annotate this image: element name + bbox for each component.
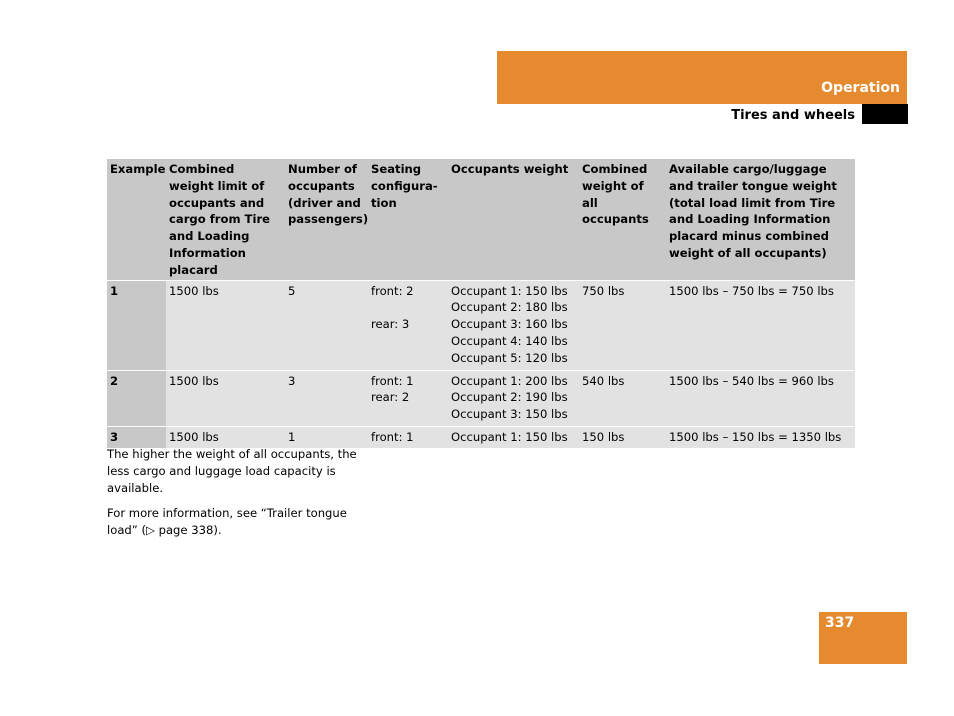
example-cell: 2	[107, 370, 166, 426]
occupant-weight: Occupant 3: 150 lbs	[451, 407, 568, 422]
available-cargo-cell: 1500 lbs – 750 lbs = 750 lbs	[666, 280, 855, 370]
column-header-available-cargo: Available cargo/luggage and trailer tongue weight (total load limit from Tire and Loading Information placard minus combined weight of all occupants)	[666, 159, 855, 280]
occupant-weight: Occupant 2: 180 lbs	[451, 300, 568, 315]
occupant-weight: Occupant 2: 190 lbs	[451, 390, 568, 405]
seating-front: front: 1	[371, 429, 414, 444]
seating-rear: rear: 2	[371, 390, 410, 405]
table-header-row	[107, 159, 855, 280]
example-cell: 3	[107, 426, 166, 448]
table-row	[107, 370, 855, 426]
limit-cell: 1500 lbs	[166, 426, 285, 448]
seating-rear: rear: 3	[371, 317, 410, 332]
occupants-cell: 5	[285, 280, 368, 370]
combined-weight-cell: 540 lbs	[579, 370, 666, 426]
column-header-seating-configuration: Seating configura- tion	[368, 159, 448, 280]
subsection-marker	[862, 104, 908, 124]
occupants-cell: 3	[285, 370, 368, 426]
table-row	[107, 280, 855, 370]
occupant-weight: Occupant 1: 200 lbs	[451, 373, 568, 388]
reference-note-paragraph: For more information, see “Trailer tongue load” (▷ page 338).	[107, 506, 347, 537]
occupant-weights-cell	[448, 370, 579, 426]
occupants-cell: 1	[285, 426, 368, 448]
combined-weight-cell: 750 lbs	[579, 280, 666, 370]
seating-cell	[368, 280, 448, 370]
column-header-example: Example	[107, 159, 166, 280]
section-title: Operation	[821, 80, 900, 96]
limit-cell: 1500 lbs	[166, 280, 285, 370]
available-cargo-cell: 1500 lbs – 540 lbs = 960 lbs	[666, 370, 855, 426]
seating-cell	[368, 426, 448, 448]
occupant-weight: Occupant 1: 150 lbs	[451, 429, 568, 444]
cargo-load-table	[107, 159, 855, 449]
occupant-weight: Occupant 4: 140 lbs	[451, 333, 568, 348]
occupant-weights-cell	[448, 280, 579, 370]
occupant-weight: Occupant 1: 150 lbs	[451, 283, 568, 298]
subsection-title: Tires and wheels	[731, 108, 855, 123]
available-cargo-cell: 1500 lbs – 150 lbs = 1350 lbs	[666, 426, 855, 448]
column-header-occupants-weight: Occupants weight	[448, 159, 579, 280]
occupant-weight: Occupant 3: 160 lbs	[451, 317, 568, 332]
seating-cell	[368, 370, 448, 426]
combined-weight-cell: 150 lbs	[579, 426, 666, 448]
column-header-combined-weight: Combined weight of all occupants	[579, 159, 666, 280]
page-number: 337	[825, 615, 855, 631]
table-row	[107, 426, 855, 448]
column-header-combined-limit: Combined weight limit of occupants and cargo from Tire and Loading Information placard	[166, 159, 285, 280]
column-header-number-of-occupants: Number of occupants (driver and passengers)	[285, 159, 368, 280]
example-cell: 1	[107, 280, 166, 370]
section-header-bar	[497, 51, 907, 104]
seating-front: front: 1	[371, 373, 414, 388]
occupant-weights-cell	[448, 426, 579, 448]
seating-front: front: 2	[371, 283, 414, 298]
limit-cell: 1500 lbs	[166, 370, 285, 426]
occupant-weight: Occupant 5: 120 lbs	[451, 350, 568, 365]
weight-note-paragraph: The higher the weight of all occupants, the less cargo and luggage load capacity is available.	[107, 447, 357, 495]
